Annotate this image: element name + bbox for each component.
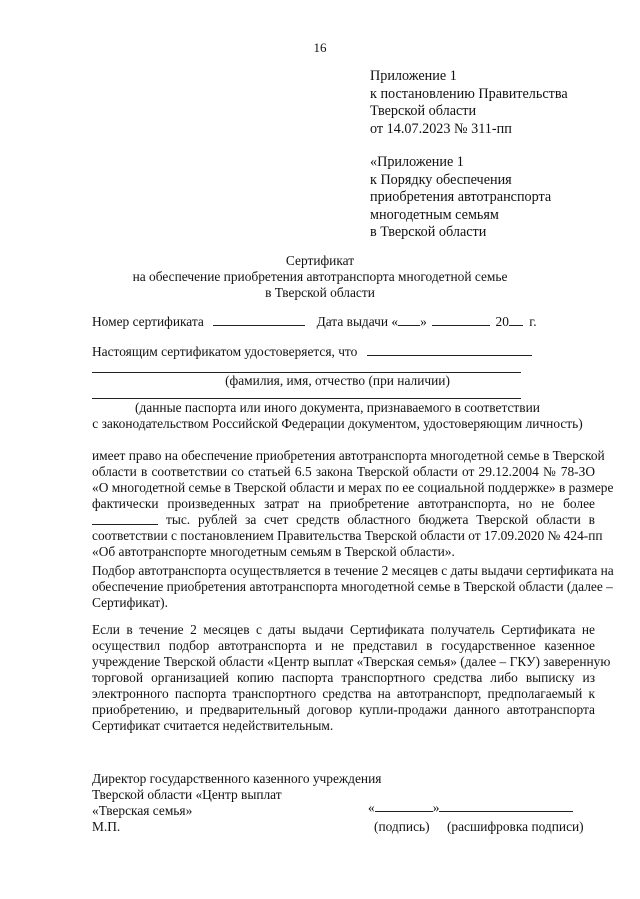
issue-year-prefix: 20: [495, 314, 509, 329]
amount-field[interactable]: [92, 512, 158, 525]
paragraph-line: «Об автотранспорте многодетным семьям в Тверской области».: [92, 544, 455, 559]
amount-text: тыс. рублей за счет средств областного бюджета Тверской области в: [166, 512, 595, 527]
annex-line: Тверской области: [370, 103, 477, 119]
annex-order-line: приобретения автотранспорта: [370, 189, 552, 205]
annex-order-header: [370, 154, 630, 242]
title-heading: Сертификат: [285, 253, 355, 268]
issue-day-field[interactable]: [398, 313, 420, 326]
paragraph-line-with-blank: [92, 512, 595, 528]
paragraph-line: торговой организацией копию паспорта транспортного средства либо выписку из: [92, 670, 595, 685]
signature-fields: [368, 799, 584, 835]
certifies-label: Настоящим сертификатом удостоверяется, что: [92, 344, 358, 359]
paragraph-line: электронного паспорта транспортного средства на автотранспорт, предполагаемый к: [92, 686, 595, 701]
paragraph-line: учреждение Тверской области «Центр выплат «Тверская семья» (далее – ГКУ) заверенную: [92, 654, 611, 669]
title-line: в Тверской области: [265, 285, 375, 300]
paragraph-line: имеет право на обеспечение приобретения автотранспорта многодетной семье в Тверской: [92, 448, 605, 463]
certificate-number-field[interactable]: [213, 313, 305, 326]
paragraph-line: Сертификат считается недействительным.: [92, 718, 334, 733]
selection-paragraph: [92, 563, 614, 611]
signature-decode-caption: (расшифровка подписи): [446, 819, 584, 834]
title-line: на обеспечение приобретения автотранспорта многодетной семье: [132, 269, 508, 284]
signature-field[interactable]: [375, 799, 433, 812]
issue-year-suffix: г.: [529, 314, 537, 329]
paragraph-line: Сертификат).: [92, 595, 168, 610]
stamp-place-label: М.П.: [92, 819, 121, 834]
signatory-line: Тверской области «Центр выплат: [92, 787, 282, 802]
paragraph-line: осуществил подбор автотранспорта и не представил в государственное казенное: [92, 638, 595, 653]
annex-order-line: к Порядку обеспечения: [370, 171, 512, 188]
paragraph-line: соответствии с постановлением Правительства Тверской области от 17.09.2020 № 424-пп: [92, 528, 603, 543]
issue-year-field[interactable]: [509, 313, 523, 326]
paragraph-line: фактически произведенных затрат на приобретение автотранспорта, но не более: [92, 496, 595, 511]
paragraph-line: области в соответствии со статьей 6.5 закона Тверской области от 29.12.2004 № 78-ЗО: [92, 464, 595, 479]
signatory-block: [92, 771, 381, 835]
annex-line: Приложение 1: [370, 68, 457, 84]
paragraph-line: «О многодетной семье в Тверской области и мерах по ее социальной поддержке» в размере: [92, 480, 614, 495]
passport-caption-line: с законодательством Российской Федерации документом, удостоверяющим личность): [92, 416, 583, 431]
rights-paragraph: [92, 448, 614, 560]
paragraph-line: Если в течение 2 месяцев с даты выдачи Сертификата получатель Сертификата не: [92, 622, 595, 637]
certificate-number-row: [92, 313, 537, 330]
signature-decode-field[interactable]: [439, 799, 573, 812]
certifies-field[interactable]: [367, 343, 532, 356]
annex-order-line: в Тверской области: [370, 224, 487, 240]
signatory-line: Директор государственного казенного учреждения: [92, 771, 382, 786]
passport-caption-line: (данные паспорта или иного документа, признаваемого в соответствии: [135, 400, 540, 415]
signatory-line: «Тверская семья»: [92, 803, 193, 818]
issue-month-field[interactable]: [432, 313, 490, 326]
paragraph-line: Подбор автотранспорта осуществляется в течение 2 месяцев с даты выдачи сертификата на: [92, 563, 614, 578]
annex-order-line: многодетным семьям: [370, 206, 499, 223]
certifies-row: [92, 343, 532, 360]
paragraph-line: приобретению, и предварительный договор купли-продажи данного автотранспорта: [92, 702, 595, 717]
issue-date-quote: »: [420, 314, 427, 329]
annex-header: [370, 68, 630, 138]
annex-order-line: «Приложение 1: [370, 154, 464, 170]
issue-date-label: Дата выдачи «: [316, 314, 399, 329]
annex-line: от 14.07.2023 № 311-пп: [370, 120, 512, 137]
page-number: 16: [313, 40, 327, 55]
signature-quote-open: «: [368, 800, 375, 815]
fio-caption: (фамилия, имя, отчество (при наличии): [225, 373, 450, 388]
annex-line: к постановлению Правительства: [370, 85, 568, 102]
signature-quote-close: »: [432, 800, 440, 815]
document-title: [0, 253, 640, 301]
invalidity-paragraph: [92, 622, 611, 734]
passport-field-line[interactable]: [92, 398, 521, 399]
signature-caption: (подпись): [374, 819, 430, 834]
paragraph-line: обеспечение приобретения автотранспорта многодетной семье в Тверской области (далее –: [92, 579, 613, 594]
certificate-number-label: Номер сертификата: [92, 314, 204, 329]
